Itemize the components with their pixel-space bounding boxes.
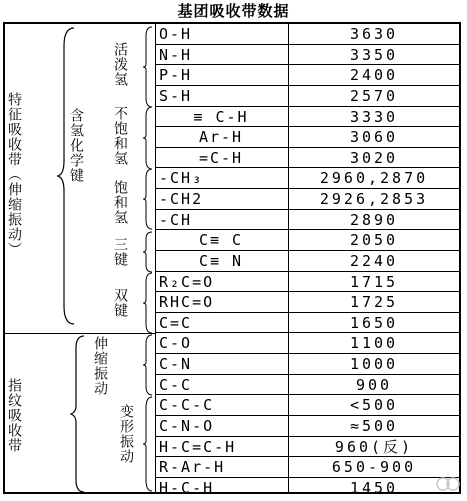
triple-bond-label: 三键 xyxy=(112,237,128,267)
table-row xyxy=(155,457,460,478)
value-cell: 3060 xyxy=(349,128,399,147)
value-cell: 3330 xyxy=(349,107,399,126)
table-row xyxy=(155,65,460,86)
table-row xyxy=(155,251,460,272)
triple-bond-brace xyxy=(142,231,154,273)
unsat-h-label: 不饱和氢 xyxy=(112,106,128,166)
fingerprint-band-label: 指纹吸收带 xyxy=(6,378,22,453)
bond-cell: -CH₃ xyxy=(159,169,204,188)
table-row xyxy=(155,210,460,231)
bond-cell: C-O xyxy=(159,334,193,353)
bond-cell: ≡ C-H xyxy=(193,107,249,126)
page-title: 基团吸收带数据 xyxy=(177,2,290,20)
value-cell: ≈500 xyxy=(349,416,399,435)
stretch-brace xyxy=(142,334,154,396)
unsat-h-brace xyxy=(142,106,154,170)
fingerprint-brace xyxy=(70,334,86,494)
value-cell: 2890 xyxy=(349,210,399,229)
value-cell: 2240 xyxy=(349,251,399,270)
characteristic-band-label: 特征吸收带（伸缩振动） xyxy=(6,92,22,257)
table-row xyxy=(155,148,460,169)
value-cell: 1450 xyxy=(349,478,399,497)
value-cell: 3350 xyxy=(349,45,399,64)
table-row xyxy=(155,86,460,107)
data-table xyxy=(155,24,460,498)
bond-cell: C-C xyxy=(159,375,193,394)
hydrogen-bond-label: 含氢化学键 xyxy=(68,108,84,183)
table-row xyxy=(155,478,460,499)
table-row xyxy=(155,24,460,45)
stretch-label: 伸缩振动 xyxy=(92,336,108,396)
value-cell: 2050 xyxy=(349,231,399,250)
bond-cell: =C-H xyxy=(198,148,244,167)
bond-cell: S-H xyxy=(159,86,193,105)
bond-cell: C-C-C xyxy=(159,396,215,415)
bond-cell: C-N-O xyxy=(159,416,215,435)
bond-cell: H-C-H xyxy=(159,478,215,497)
table-row xyxy=(155,333,460,354)
deform-label: 变形振动 xyxy=(118,404,134,464)
table-row xyxy=(155,292,460,313)
bond-cell: Ar-H xyxy=(198,128,244,147)
active-h-label: 活泼氢 xyxy=(112,42,128,87)
bond-cell: -CH2 xyxy=(159,190,204,208)
bond-cell: R₂C=O xyxy=(159,272,215,291)
value-cell: 1100 xyxy=(349,334,399,353)
table-row xyxy=(155,375,460,396)
table-row xyxy=(155,416,460,437)
table-row xyxy=(155,230,460,251)
sat-h-label: 饱和氢 xyxy=(112,180,128,225)
value-cell: 2400 xyxy=(349,66,399,85)
value-cell: 1000 xyxy=(349,355,399,373)
table-row xyxy=(155,189,460,210)
value-cell: 1725 xyxy=(349,293,399,312)
value-cell: 1715 xyxy=(349,272,399,291)
bond-cell: P-H xyxy=(159,66,193,85)
value-cell: 650-900 xyxy=(331,458,417,477)
sat-h-brace xyxy=(142,168,154,230)
value-cell: 900 xyxy=(355,375,393,394)
deform-brace xyxy=(142,396,154,492)
value-cell: 2926,2853 xyxy=(319,190,429,208)
value-cell: <500 xyxy=(349,396,399,415)
value-cell: 1650 xyxy=(349,313,399,332)
table-row xyxy=(155,168,460,189)
table-row xyxy=(155,395,460,416)
table-row xyxy=(155,354,460,375)
value-cell: 3020 xyxy=(349,148,399,167)
double-bond-brace xyxy=(142,272,154,334)
table-row xyxy=(155,127,460,148)
value-cell: 2960,2870 xyxy=(319,169,429,188)
table-row xyxy=(155,437,460,458)
bond-cell: C≡ N xyxy=(198,251,244,270)
table-row xyxy=(155,107,460,128)
value-cell: 960(反) xyxy=(334,437,414,456)
bond-cell: -CH xyxy=(159,210,193,229)
value-cell: 3630 xyxy=(349,25,399,43)
table-row xyxy=(155,313,460,334)
bond-cell: R-Ar-H xyxy=(159,458,226,477)
bond-cell: RHC=O xyxy=(159,293,215,312)
bond-cell: C=C xyxy=(159,313,193,332)
bond-cell: H-C=C-H xyxy=(159,437,237,456)
bond-cell: O-H xyxy=(159,25,193,43)
double-bond-label: 双键 xyxy=(112,288,128,318)
value-cell: 2570 xyxy=(349,86,399,105)
bond-cell: C≡ C xyxy=(198,231,244,250)
bond-cell: C-N xyxy=(159,355,193,373)
table-row xyxy=(155,272,460,293)
table-row xyxy=(155,45,460,66)
watermark-icon xyxy=(433,473,463,495)
active-h-brace xyxy=(142,26,154,108)
bond-cell: N-H xyxy=(159,45,193,64)
